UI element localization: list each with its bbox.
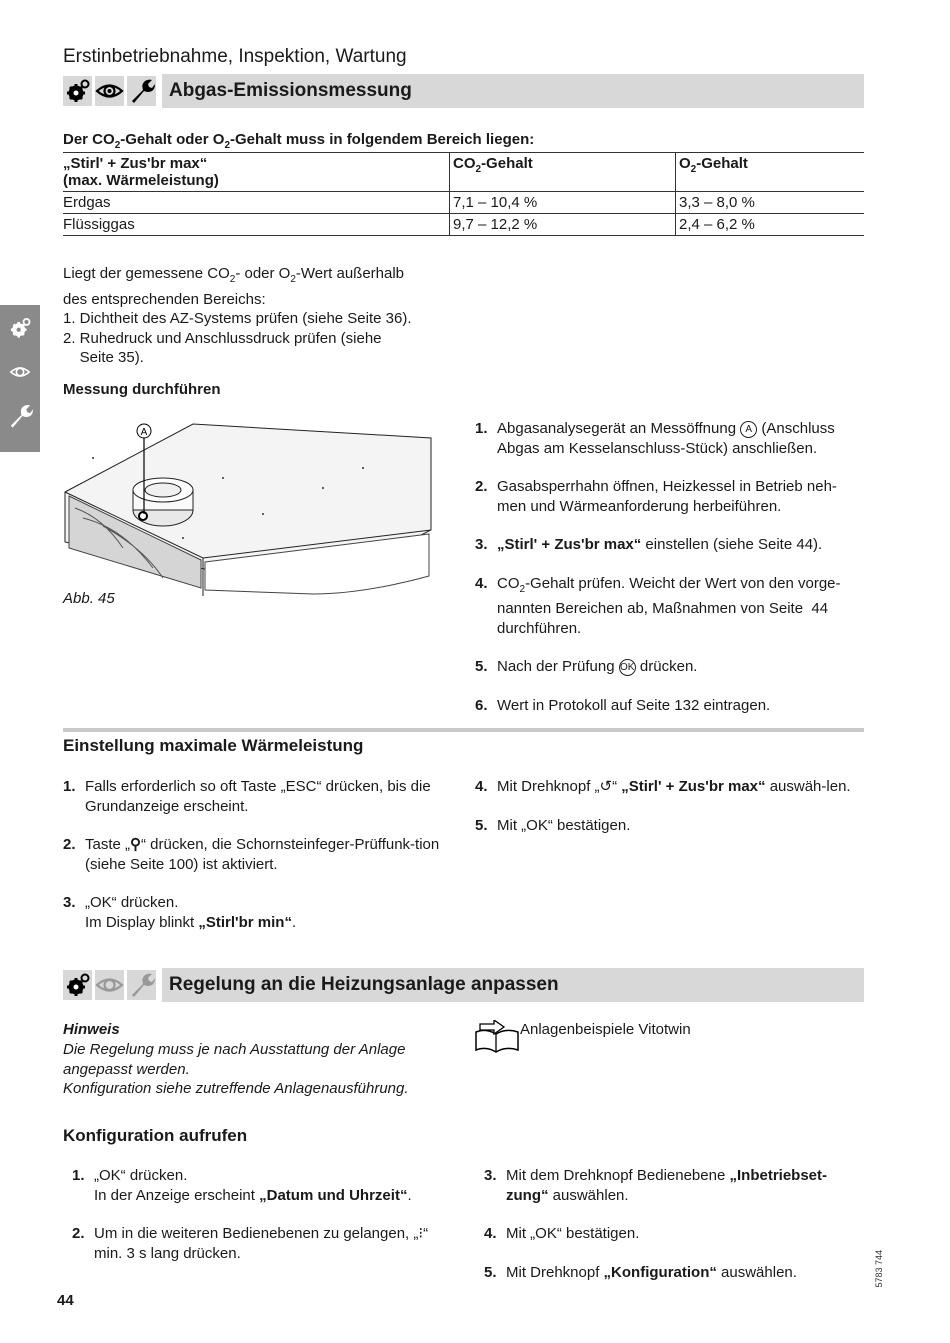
step-number: 5. — [475, 816, 488, 834]
table-row — [63, 192, 864, 214]
step-number: 3. — [475, 536, 488, 553]
chapter-title: Erstinbetriebnahme, Inspektion, Wartung — [63, 46, 407, 67]
step-number: 2. — [63, 836, 76, 853]
step-text: Mit „OK“ bestätigen. — [497, 816, 631, 834]
step-number: 1. — [72, 1167, 85, 1184]
step-number: 2. — [475, 478, 488, 495]
section-title-emission: Abgas-Emissionsmessung — [162, 74, 864, 108]
measure-heading: Messung durchführen — [63, 381, 221, 398]
step-text: Gasabsperrhahn öffnen, Heizkessel in Betrieb neh-men und Wärmeanforderung herbeiführen. — [497, 478, 837, 515]
eye-icon — [95, 970, 124, 1000]
step-text: Taste „⚲“ drücken, die Schornsteinfeger-Prüffunk-tion (siehe Seite 100) ist aktiviert. — [85, 836, 440, 873]
step-text: Falls erforderlich so oft Taste „ESC“ drücken, bis die Grundanzeige erscheint. — [85, 778, 431, 815]
step-item — [72, 1224, 452, 1263]
step-number: 2. — [72, 1225, 85, 1242]
step-number: 1. — [475, 420, 488, 437]
step-text: Wert in Protokoll auf Seite 132 eintragen. — [497, 696, 771, 714]
step-item — [475, 657, 865, 677]
table-cell: 7,1 – 10,4 % — [450, 192, 676, 214]
step-item — [63, 777, 443, 816]
config-steps-left — [72, 1166, 452, 1282]
range-intro: Der $CO_2$-Gehalt oder $O_2$-Gehalt muss in folgendem Bereich liegen: — [63, 131, 535, 151]
table-header-cell: „Stirl' + Zus'br max“ (max. Wärmeleistung) — [63, 153, 450, 192]
step-text: Um in die weiteren Bedienebenen zu gelangen, „⁝“ min. 3 s lang drücken. — [94, 1225, 429, 1262]
step-item — [484, 1263, 864, 1283]
config-heading: Konfiguration aufrufen — [63, 1126, 248, 1145]
table-cell: 9,7 – 12,2 % — [450, 214, 676, 236]
step-number: 6. — [475, 696, 488, 714]
document-code: 5783 744 — [874, 1250, 884, 1288]
step-item — [63, 835, 443, 874]
wrench-icon — [127, 76, 156, 106]
step-text: Mit dem Drehknopf Bedienebene „Inbetriebset-zung“ auswählen. — [506, 1167, 827, 1204]
step-text: Mit „OK“ bestätigen. — [506, 1225, 640, 1242]
figure-caption: Abb. 45 — [63, 590, 115, 607]
step-number: 4. — [475, 778, 488, 795]
table-cell: 3,3 – 8,0 % — [676, 192, 865, 214]
step-item — [475, 816, 865, 836]
out-of-range-paragraph: Liegt der gemessene $CO_2-$ oder $O_2$-Wert außerhalb des entsprechenden Bereichs: 1. Dichtheit des AZ-Systems prüfen (siehe Seite 36). 2. Ruhedruck und Anschlussdruck prüfen (siehe Seite 35). — [63, 265, 412, 366]
step-item — [475, 574, 865, 639]
page-number: 44 — [57, 1292, 74, 1309]
step-number: 4. — [475, 574, 488, 592]
step-item — [475, 477, 865, 516]
wrench-icon — [6, 401, 34, 431]
gear-icon — [63, 970, 92, 1000]
reference-text: Anlagenbeispiele Vitotwin — [520, 1021, 691, 1038]
table-header-row — [63, 153, 864, 192]
step-number: 5. — [475, 658, 488, 675]
side-tab — [0, 305, 40, 452]
divider — [63, 728, 864, 732]
config-steps-right — [484, 1166, 864, 1301]
boiler-figure — [63, 418, 433, 598]
step-item — [475, 777, 865, 797]
step-text: „OK“ drücken. Im Display blinkt „Stirl'br min“. — [85, 894, 297, 931]
table-row — [63, 214, 864, 236]
step-text: „Stirl' + Zus'br max“ einstellen (siehe Seite 44). — [497, 536, 823, 553]
wrench-icon — [127, 970, 156, 1000]
max-heat-heading: Einstellung maximale Wärmeleistung — [63, 736, 364, 755]
step-item — [484, 1166, 864, 1205]
gear-icon — [63, 76, 92, 106]
step-item — [475, 696, 865, 716]
step-item — [475, 419, 865, 458]
figure-label: A — [140, 427, 148, 438]
table-header-cell: $CO_2$-Gehalt — [450, 153, 676, 192]
step-item — [484, 1224, 864, 1244]
max-heat-steps-left — [63, 777, 443, 951]
hint-text: Die Regelung muss je nach Ausstattung der Anlage angepasst werden. Konfiguration siehe zutreffende Anlagenausführung. — [63, 1041, 409, 1097]
table-cell: Erdgas — [63, 192, 450, 214]
eye-icon — [95, 76, 124, 106]
step-text: Mit Drehknopf „↺“ „Stirl' + Zus'br max“ auswäh-len. — [497, 778, 851, 795]
book-reference-icon — [474, 1020, 520, 1054]
step-text: „OK“ drücken. In der Anzeige erscheint „Datum und Uhrzeit“. — [94, 1167, 412, 1204]
step-number: 4. — [484, 1225, 497, 1242]
eye-icon — [6, 361, 34, 383]
step-number: 5. — [484, 1263, 497, 1281]
flue-connector — [133, 478, 193, 526]
measurement-steps — [475, 419, 865, 734]
table-cell: Flüssiggas — [63, 214, 450, 236]
step-item — [63, 893, 443, 932]
section-title-regelung: Regelung an die Heizungsanlage anpassen — [162, 968, 864, 1002]
step-number: 1. — [63, 778, 76, 795]
table-cell: 2,4 – 6,2 % — [676, 214, 865, 236]
step-item — [72, 1166, 452, 1205]
table-header-cell: $O_2$-Gehalt — [676, 153, 865, 192]
gear-icon — [7, 315, 33, 341]
step-number: 3. — [484, 1167, 497, 1184]
max-heat-steps-right — [475, 777, 865, 854]
step-item — [475, 535, 865, 555]
hint-title: Hinweis — [63, 1021, 120, 1038]
gas-table — [63, 152, 864, 236]
step-number: 3. — [63, 894, 76, 911]
step-text: $CO_2$-Gehalt prüfen. Weicht der Wert von den vorge-nannten Bereichen ab, Maßnahmen von Seite 44 durchführen. — [497, 574, 841, 637]
step-text: Abgasanalysegerät an Messöffnung A (Anschluss Abgas am Kesselanschluss-Stück) anschließen. — [497, 420, 835, 457]
step-text: Nach der Prüfung OK drücken. — [497, 658, 698, 675]
step-text: Mit Drehknopf „Konfiguration“ auswählen. — [506, 1263, 797, 1281]
